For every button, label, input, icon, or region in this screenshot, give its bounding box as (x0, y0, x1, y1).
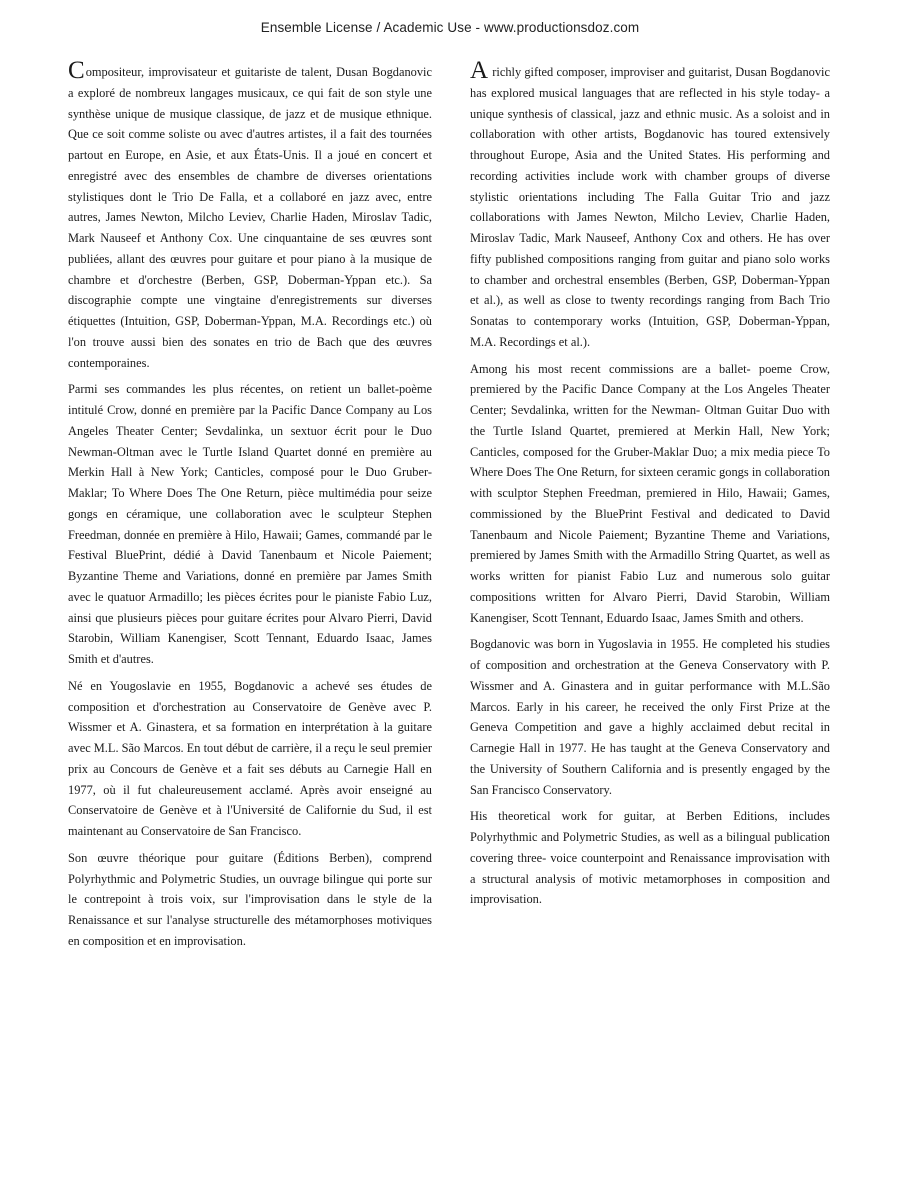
french-paragraph-4: Son œuvre théorique pour guitare (Éditions Berben), comprend Polyrhythmic and Polymetric Studies, un ouvrage bilingue qui porte sur le contrepoint à trois voix, sur l'improvisation dans le style de la Renaissance et sur l'analyse structurelle des métamorphoses motiviques en composition et en improvisation. (68, 850, 432, 948)
french-paragraph-1-text: ompositeur, improvisateur et guitariste de talent, Dusan Bogdanovic a exploré de nombreux langages musicaux, ce qui fait de son style une synthèse unique de musique classique, de jazz et de musique ethnique. Que ce soit comme soliste ou avec d'autres artistes, il a fait des tournées partout en Europe, en Asie, et aux États-Unis. Il a joué en concert et enregistré avec des ensembles de chambre de diverses orientations stylistiques dont le Trio De Falla, et a collaboré en jazz avec, entre autres, James Newton, Milcho Leviev, Charlie Haden, Miroslav Tadic, Mark Nauseef et Anthony Cox. Une cinquantaine de ses œuvres sont publiées, allant des œuvres pour guitare et pour piano à la musique de chambre et d'orchestre (Berben, GSP, Doberman-Yppan etc.). Sa discographie compte une vingtaine d'enregistrements sur diverses étiquettes (Intuition, GSP, Doberman-Yppan, M.A. Recordings etc.) où l'on trouve aussi bien des sonates en trio de Bach que des œuvres contemporaines. (68, 65, 432, 370)
french-drop-cap: C (68, 57, 85, 84)
french-paragraph-3: Né en Yougoslavie en 1955, Bogdanovic a achevé ses études de composition et d'orchestration au Conservatoire de Genève avec P. Wissmer et A. Ginastera, et sa formation en interprétation à la guitare avec M.L. São Marcos. En tout début de carrière, il a reçu le seul premier prix au Concours de Genève et a fait ses débuts au Carnegie Hall en 1977, où il fut chaleureusement acclamé. Après avoir enseigné au Conservatoire de Genève et à l'Université de Californie du Sud, il est maintenant au Conservatoire de San Francisco. (68, 678, 432, 838)
license-header: Ensemble License / Academic Use - www.productionsdoz.com (260, 20, 640, 35)
french-paragraph-1 (68, 57, 432, 373)
english-paragraph-3: Bogdanovic was born in Yugoslavia in 1955. He completed his studies of composition and orchestration at the Geneva Conservatory with P. Wissmer and A. Ginastera and in guitar performance with M.L.São Marcos. Early in his career, he received the only First Prize at the Geneva Competition and gave a highly acclaimed debut recital in Carnegie Hall in 1977. He has taught at the Geneva Conservatory and the University of Southern California and is presently engaged by the San Francisco Conservatory. (470, 637, 830, 797)
english-paragraph-2: Among his most recent commissions are a ballet- poeme Crow, premiered by the Pacific Dance Company at the Los Angeles Theater Center; Sevdalinka, written for the Newman- Oltman Guitar Duo with the Turtle Island Quartet, premiered at Merkin Hall, New York; Canticles, composed for the Gruber-Maklar Duo; a mix media piece To Where Does The One Return, for sixteen ceramic gongs in collaboration with sculptor Stephen Freedman, premiered in Hilo, Hawaii; Games, commissioned by the BluePrint Festival and dedicated to David Tanenbaum and Nicole Paiement; Byzantine Theme and Variations, premiered by James Smith with the Armadillo String Quartet, as well as works written for pianist Fabio Luz and numerous solo guitar compositions written for Alvaro Pierri, David Starobin, William Kanengiser, Scott Tennant, Eduardo Isaac, James Smith and others. (470, 361, 830, 625)
english-paragraph-4: His theoretical work for guitar, at Berben Editions, includes Polyrhythmic and Polymetric Studies, as well as a bilingual publication covering three- voice counterpoint and Renaissance improvisation with a structural analysis of motivic metamorphoses in composition and improvisation. (470, 809, 830, 907)
french-paragraph-2: Parmi ses commandes les plus récentes, on retient un ballet-poème intitulé Crow, donné en première par la Pacific Dance Company au Los Angeles Theater Center; Sevdalinka, un sextuor écrit pour le Duo Newman-Oltman avec le Turtle Island Quartet donné en première au Merkin Hall à New York; Canticles, composé pour le Duo Gruber-Maklar; To Where Does The One Return, pièce multimédia pour seize gongs en céramique, une collaboration avec le sculpteur Stephen Freedman, donnée en première à Hilo, Hawaii; Games, commandé par le Festival BluePrint, dédié à David Tanenbaum et Nicole Paiement; Byzantine Theme and Variations, donné en première par James Smith avec le quatuor Armadillo; les pièces écrites pour le pianiste Fabio Luz, ainsi que plusieurs pièces pour guitare écrites pour Alvaro Pierri, David Starobin, William Kanengiser, Scott Tennant, Eduardo Isaac, James Smith et d'autres. (68, 382, 432, 666)
english-drop-cap: A (470, 57, 489, 84)
english-paragraph-1-text: richly gifted composer, improviser and guitarist, Dusan Bogdanovic has explored musical languages that are reflected in his style today- a unique synthesis of classical, jazz and ethnic music. As a soloist and in collaboration with other artists, Bogdanovic has toured extensively throughout Europe, Asia and the United States. His performing and recording activities include work with chamber groups of diverse stylistic orientations including The Falla Guitar Trio and jazz collaborations with James Newton, Milcho Leviev, Charlie Haden, Miroslav Tadic, Mark Nauseef, Anthony Cox and others. He has over fifty published compositions ranging from guitar and piano solo works to chamber and orchestral ensembles (Berben, GSP, Doberman-Yppan et al.), as well as close to twenty recordings ranging from Bach Trio Sonatas to contemporary works (Intuition, GSP, Doberman-Yppan, M.A. Recordings et al.). (470, 65, 830, 349)
french-column (68, 57, 432, 958)
english-column (470, 57, 830, 916)
english-paragraph-1 (470, 57, 830, 353)
